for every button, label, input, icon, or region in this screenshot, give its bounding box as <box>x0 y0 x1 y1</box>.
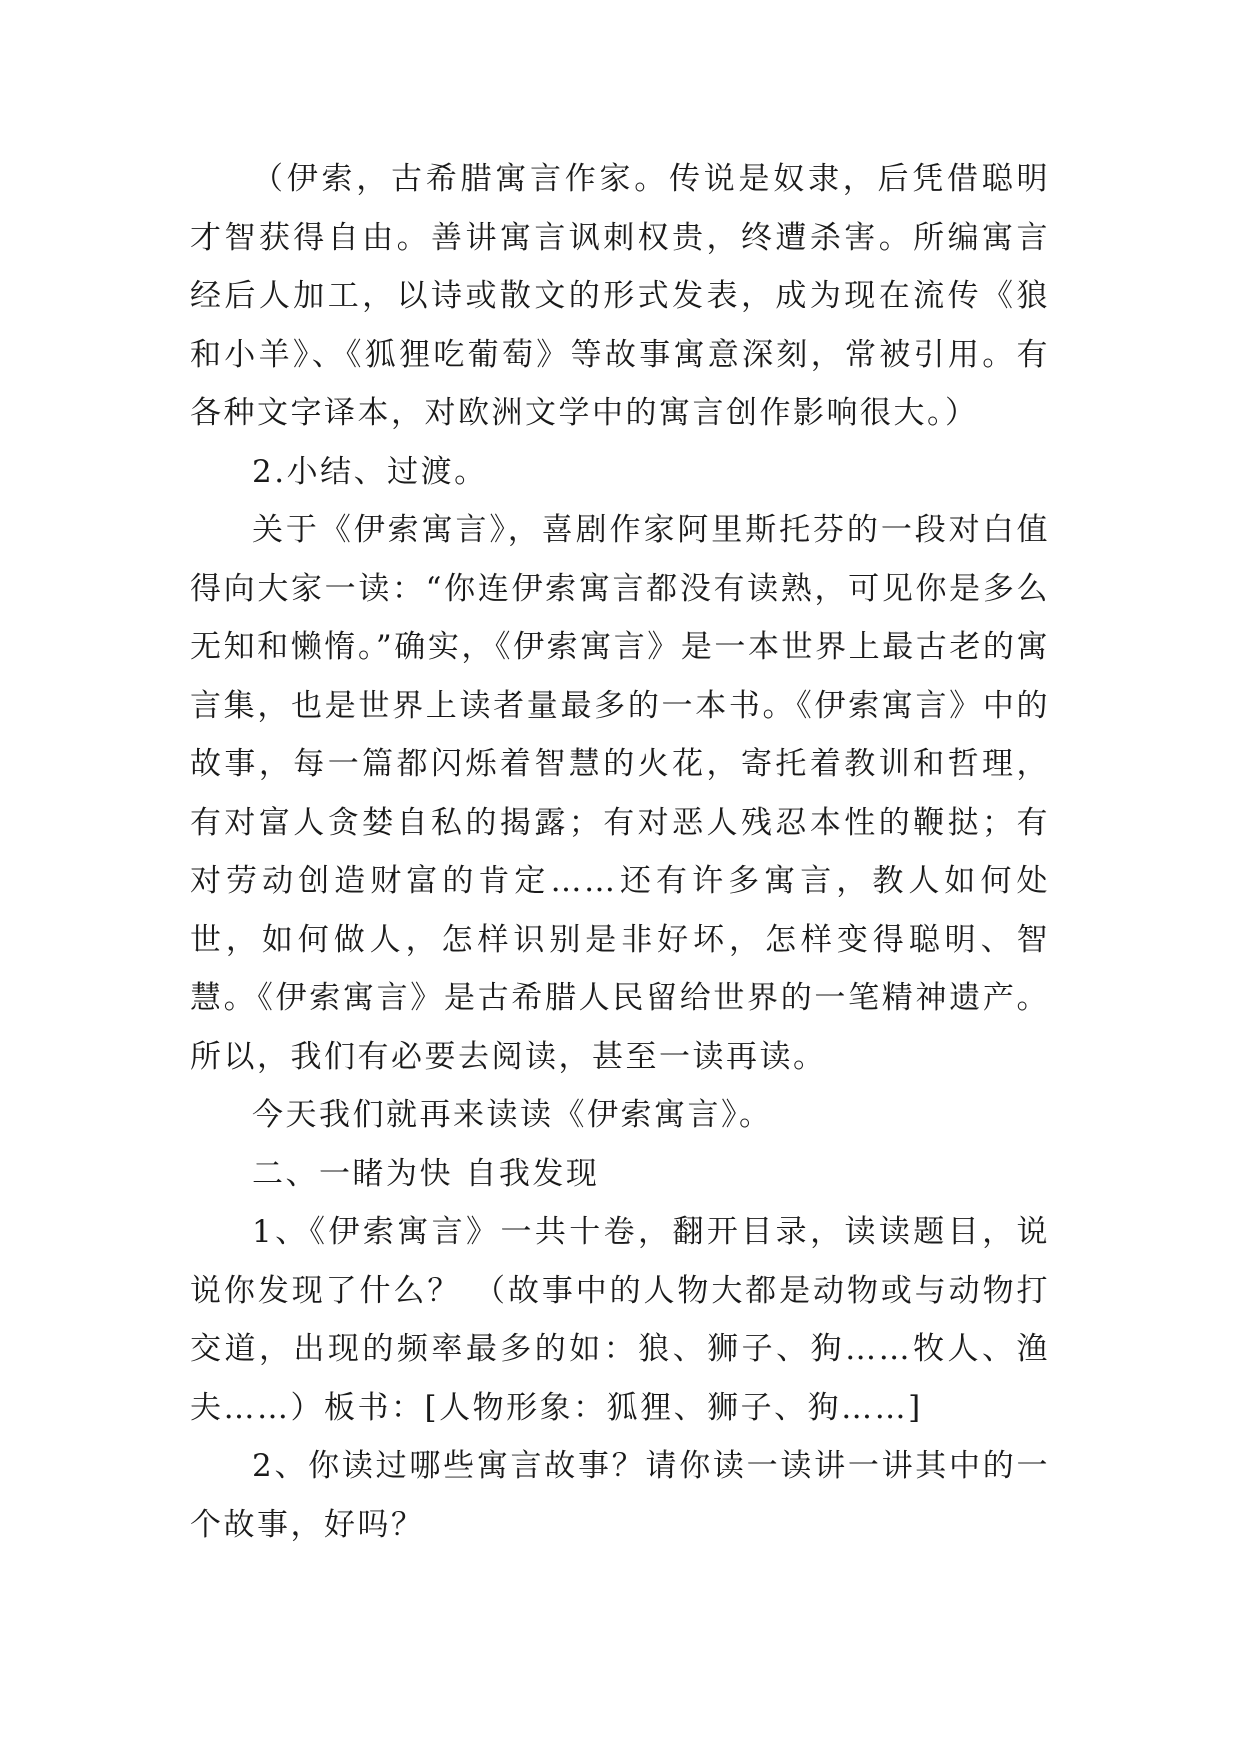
document-page <box>190 150 1050 1554</box>
paragraph-question-one: 1、《伊索寓言》一共十卷，翻开目录，读读题目，说说你发现了什么？ （故事中的人物大都是动物或与动物打交道，出现的频率最多的如：狼、狮子、狗……牧人、渔夫……）板书：[人物形象：狐狸、狮子、狗……] <box>190 1214 1050 1426</box>
section-heading-two: 二、一睹为快 自我发现 <box>252 1155 600 1192</box>
paragraph-aristophanes-quote: 关于《伊索寓言》，喜剧作家阿里斯托芬的一段对白值得向大家一读：“你连伊索寓言都没有读熟，可见你是多么无知和懒惰。”确实，《伊索寓言》是一本世界上最古老的寓言集，也是世界上读者量最多的一本书。《伊索寓言》中的故事，每一篇都闪烁着智慧的火花，寄托着教训和哲理，有对富人贪婪自私的揭露；有对恶人残忍本性的鞭挞；有对劳动创造财富的肯定……还有许多寓言，教人如何处世，如何做人，怎样识别是非好坏，怎样变得聪明、智慧。《伊索寓言》是古希腊人民留给世界的一笔精神遗产。所以，我们有必要去阅读，甚至一读再读。 <box>190 512 1050 1075</box>
paragraph-summary-transition: 2.小结、过渡。 <box>252 453 488 490</box>
paragraph-question-two: 2、你读过哪些寓言故事？请你读一读讲一讲其中的一个故事，好吗？ <box>190 1448 1050 1543</box>
paragraph-read-today: 今天我们就再来读读《伊索寓言》。 <box>252 1097 773 1133</box>
paragraph-aesop-bio: （伊索，古希腊寓言作家。传说是奴隶，后凭借聪明才智获得自由。善讲寓言讽刺权贵，终遭杀害。所编寓言经后人加工，以诗或散文的形式发表，成为现在流传《狼和小羊》、《狐狸吃葡萄》等故事寓意深刻，常被引用。有各种文字译本，对欧洲文学中的寓言创作影响很大。） <box>190 161 1050 431</box>
